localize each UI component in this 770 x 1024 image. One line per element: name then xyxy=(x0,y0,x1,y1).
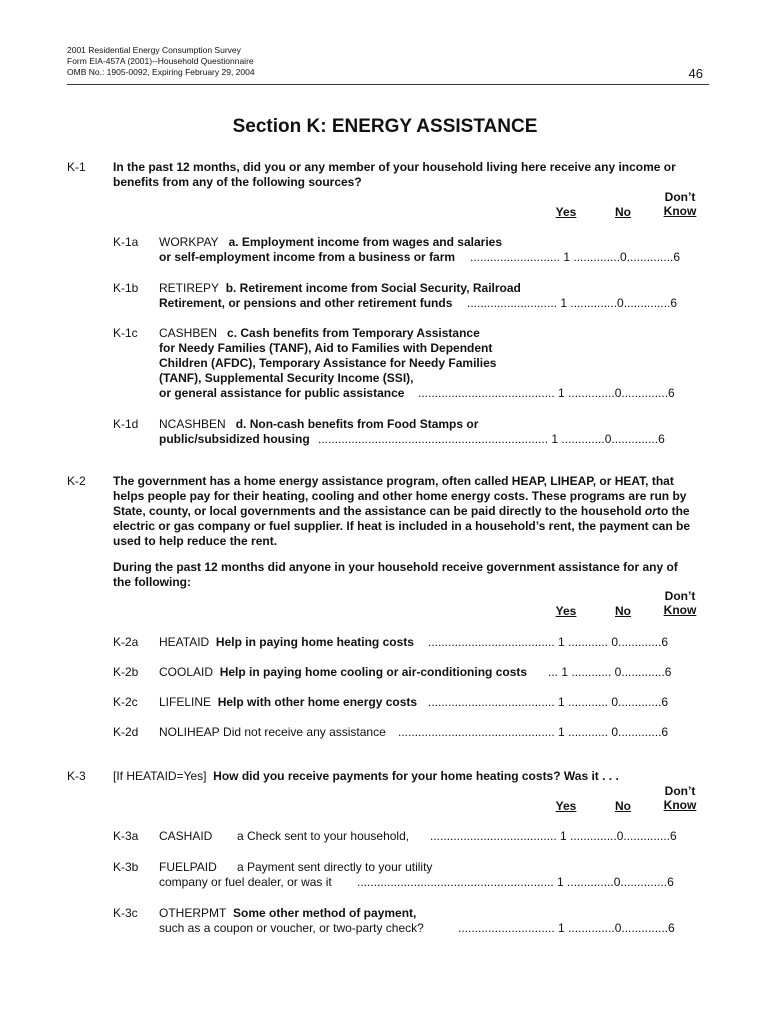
column-label: Don’t xyxy=(664,589,696,603)
item-label: company or fuel dealer, or was it xyxy=(159,875,332,889)
item-label: d. Non-cash benefits from Food Stamps or xyxy=(235,417,479,431)
variable-name: FUELPAID xyxy=(159,860,217,874)
column-no-k3 xyxy=(608,799,638,813)
response-codes: ... 1 ............ 0.............6 xyxy=(548,665,672,679)
response-codes: ..................................................................... 1 .............0..............6 xyxy=(318,432,665,446)
column-dont-know-k1 xyxy=(660,190,700,218)
variable-name: NCASHBEN xyxy=(159,417,226,431)
item-k2a xyxy=(159,635,414,650)
item-k2d xyxy=(159,725,386,740)
item-label: for Needy Families (TANF), Aid to Families with Dependent xyxy=(159,341,493,355)
question-text-fragment: or xyxy=(644,504,657,518)
question-text-line: The government has a home energy assistance program, often called HEAP, LIHEAP, or HEAT, that xyxy=(113,474,674,488)
column-yes-k1 xyxy=(548,205,584,219)
question-text-k1 xyxy=(113,160,713,190)
item-number: K-2d xyxy=(113,725,139,739)
variable-name: RETIREPY xyxy=(159,281,220,295)
column-label: Don’t xyxy=(664,784,696,798)
column-label: No xyxy=(615,205,631,219)
question-intro-k2 xyxy=(113,474,713,549)
question-text-line: During the past 12 months did anyone in your household receive government assistance for any of xyxy=(113,560,678,574)
column-label: No xyxy=(615,799,631,813)
skip-condition: [If HEATAID=Yes] xyxy=(113,769,207,783)
column-label: No xyxy=(615,604,631,618)
response-codes: ...................................... 1 ..............0..............6 xyxy=(430,829,677,843)
survey-name: 2001 Residential Energy Consumption Survey xyxy=(67,45,241,55)
question-text-k3 xyxy=(113,769,713,784)
item-label: such as a coupon or voucher, or two-party check? xyxy=(159,921,424,935)
omb-number: OMB No.: 1905-0092, Expiring February 29, 2004 xyxy=(67,67,255,77)
item-k3a xyxy=(159,829,212,844)
item-label: or general assistance for public assistance xyxy=(159,386,405,400)
column-label: Know xyxy=(663,204,697,218)
question-text-line: benefits from any of the following sources? xyxy=(113,175,362,189)
variable-name: LIFELINE xyxy=(159,695,212,709)
form-id: Form EIA-457A (2001)--Household Questionnaire xyxy=(67,56,254,66)
item-number: K-3a xyxy=(113,829,139,843)
question-text-line: used to help reduce the rent. xyxy=(113,534,278,548)
question-text-line: the following: xyxy=(113,575,191,589)
item-label: Retirement, or pensions and other retirement funds xyxy=(159,296,453,310)
item-k3b xyxy=(159,860,217,875)
question-text-line: helps people pay for their heating, cooling and other home energy costs. These programs are run by xyxy=(113,489,687,503)
section-title: Section K: ENERGY ASSISTANCE xyxy=(232,116,538,137)
variable-name: CASHAID xyxy=(159,829,213,843)
question-number-k2: K-2 xyxy=(67,474,86,488)
item-k2b xyxy=(159,665,527,680)
question-text-fragment: to the xyxy=(656,504,690,518)
question-number-k1: K-1 xyxy=(67,160,86,174)
item-number: K-2a xyxy=(113,635,139,649)
item-label: (TANF), Supplemental Security Income (SSI), xyxy=(159,371,414,385)
item-number: K-3c xyxy=(113,906,138,920)
column-yes-k2 xyxy=(548,604,584,618)
variable-name: CASHBEN xyxy=(159,326,218,340)
column-dont-know-k2 xyxy=(660,589,700,617)
question-text-fragment: State, county, or local governments and the assistance can be paid directly to the household xyxy=(113,504,642,518)
item-label: Help with other home energy costs xyxy=(217,695,418,709)
item-label: a Check sent to your household, xyxy=(237,829,410,843)
column-label: Know xyxy=(663,603,697,617)
item-number: K-2c xyxy=(113,695,138,709)
item-label: Children (AFDC), Temporary Assistance for Needy Families xyxy=(159,356,497,370)
column-dont-know-k3 xyxy=(660,784,700,812)
response-codes: ........................................................... 1 ..............0..............6 xyxy=(357,875,674,889)
column-label: Know xyxy=(663,798,697,812)
item-label: Help in paying home cooling or air-conditioning costs xyxy=(219,665,528,679)
form-header xyxy=(67,45,707,78)
item-label: Help in paying home heating costs xyxy=(215,635,414,649)
item-k3c xyxy=(159,906,416,921)
variable-name: COOLAID xyxy=(159,665,214,679)
column-label: Yes xyxy=(555,799,577,813)
item-number: K-1d xyxy=(113,417,139,431)
column-label: Don’t xyxy=(664,190,696,204)
variable-name: WORKPAY xyxy=(159,235,219,249)
item-number: K-1b xyxy=(113,281,139,295)
question-text-line: How did you receive payments for your home heating costs? Was it . . . xyxy=(213,769,619,783)
item-number: K-1c xyxy=(113,326,138,340)
column-no-k1 xyxy=(608,205,638,219)
response-codes: ........................... 1 ..............0..............6 xyxy=(470,250,681,264)
column-yes-k3 xyxy=(548,799,584,813)
variable-name: HEATAID xyxy=(159,635,210,649)
column-label: Yes xyxy=(555,604,577,618)
page-number: 46 xyxy=(688,66,703,81)
item-label: a Payment sent directly to your utility xyxy=(237,860,433,874)
response-codes: ............................................... 1 ............ 0.............6 xyxy=(398,725,669,739)
item-label: a. Employment income from wages and salaries xyxy=(228,235,503,249)
response-codes: ...................................... 1 ............ 0.............6 xyxy=(428,695,669,709)
variable-name: NOLIHEAP xyxy=(159,725,220,739)
response-codes: ......................................... 1 ..............0..............6 xyxy=(418,386,675,400)
item-label: Did not receive any assistance xyxy=(223,725,386,739)
response-codes: ...................................... 1 ............ 0.............6 xyxy=(428,635,669,649)
item-label: or self-employment income from a business or farm xyxy=(159,250,456,264)
item-k2c xyxy=(159,695,417,710)
response-codes: ........................... 1 ..............0..............6 xyxy=(467,296,678,310)
question-text-line: electric or gas company or fuel supplier. If heat is included in a household’s rent, the payment can be xyxy=(113,519,691,533)
column-no-k2 xyxy=(608,604,638,618)
question-text-line xyxy=(113,504,713,519)
response-codes: ............................. 1 ..............0..............6 xyxy=(458,921,675,935)
item-label: c. Cash benefits from Temporary Assistance xyxy=(227,326,480,340)
header-divider xyxy=(67,84,709,85)
column-label: Yes xyxy=(555,205,577,219)
question-number-k3: K-3 xyxy=(67,769,86,783)
variable-name: OTHERPMT xyxy=(159,906,227,920)
item-number: K-1a xyxy=(113,235,139,249)
item-number: K-3b xyxy=(113,860,139,874)
item-label: b. Retirement income from Social Security, Railroad xyxy=(225,281,521,295)
question-text-k2 xyxy=(113,560,713,590)
item-number: K-2b xyxy=(113,665,139,679)
item-label: public/subsidized housing xyxy=(159,432,310,446)
item-label: Some other method of payment, xyxy=(233,906,417,920)
question-text-line: In the past 12 months, did you or any member of your household living here receive any income or xyxy=(113,160,676,174)
